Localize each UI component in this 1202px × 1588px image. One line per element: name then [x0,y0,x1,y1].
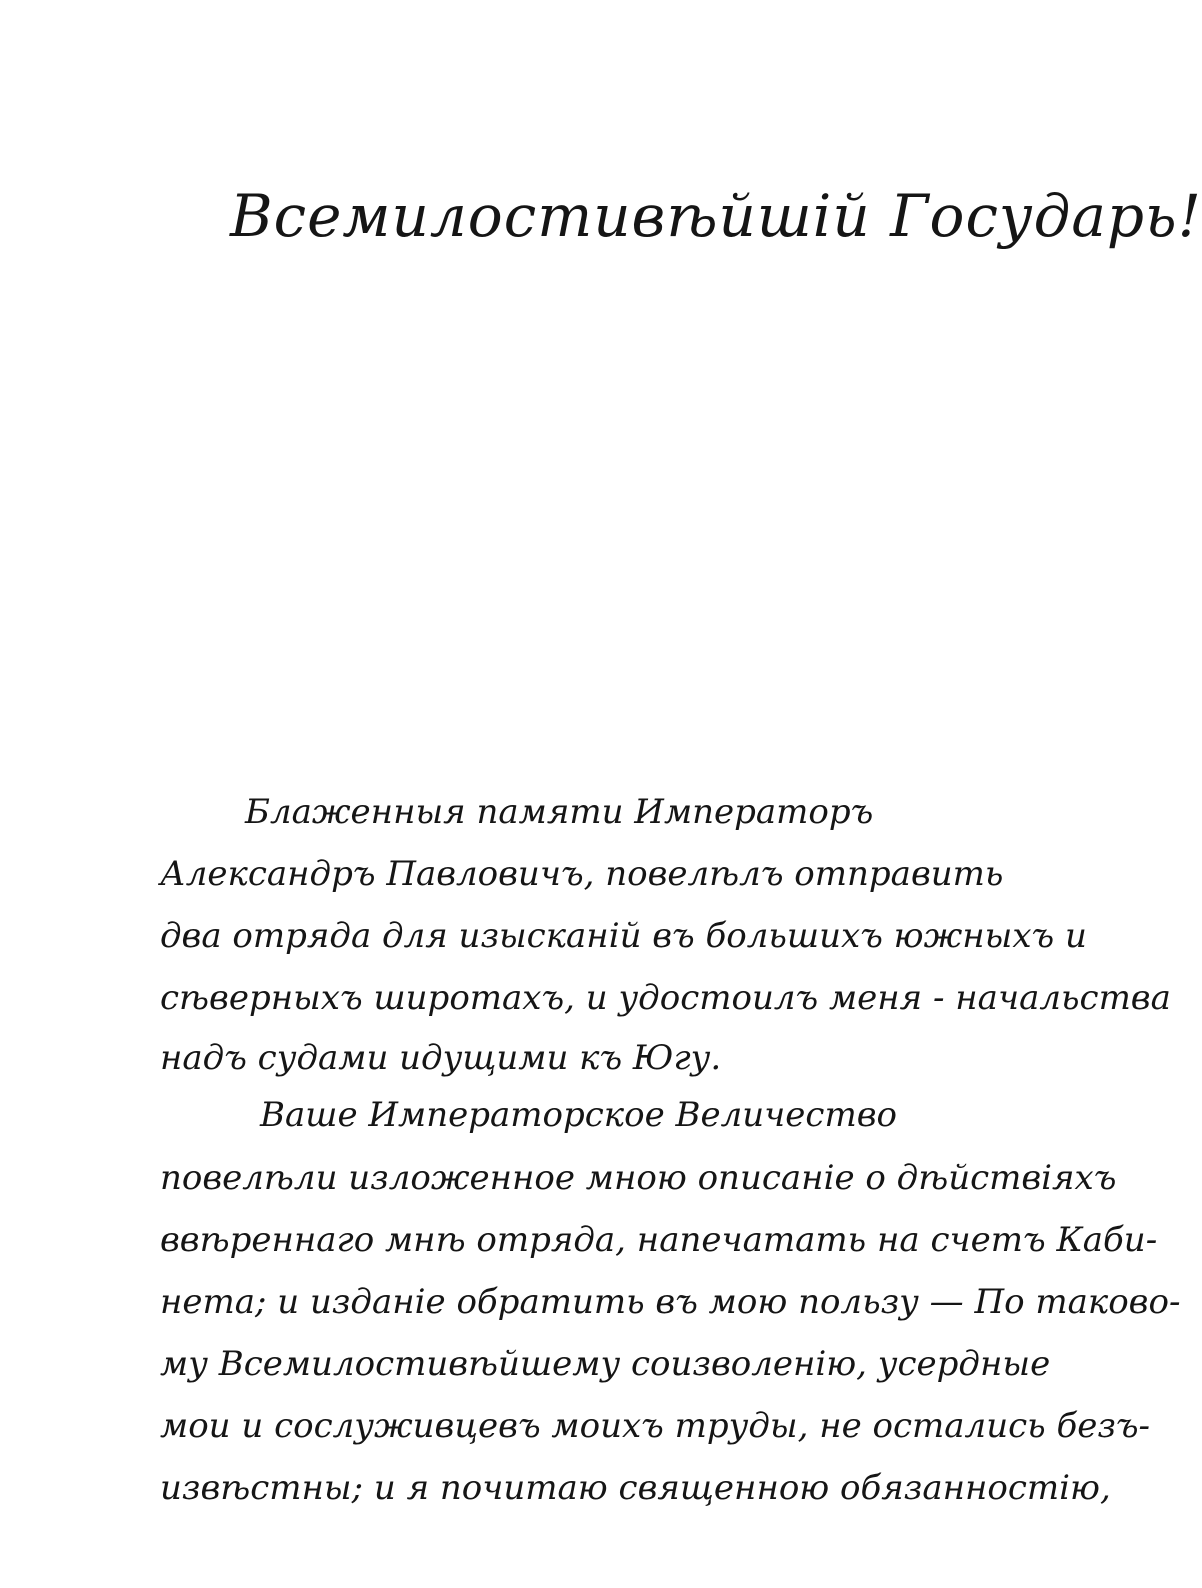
body-line-9: нета; и изданiе обратить въ мою пользу — По таково- [160,1282,1181,1322]
body-line-8: ввѣреннаго мнѣ отряда, напечатать на счетъ Каби- [160,1220,1158,1260]
body-line-10: му Всемилостивѣйшему соизволенiю, усердные [160,1344,1051,1384]
body-line-3: два отряда для изысканiй въ большихъ южныхъ и [160,916,1087,956]
body-line-7: повелѣли изложенное мною описанiе о дѣйствiяхъ [160,1158,1117,1198]
body-line-11: мои и сослуживцевъ моихъ труды, не остались безъ- [160,1406,1151,1446]
body-line-4: сѣверныхъ широтахъ, и удостоилъ меня - начальства [160,978,1171,1018]
body-line-12: извѣстны; и я почитаю священною обязанностiю, [160,1468,1111,1508]
body-line-5: надъ судами идущими къ Югу. [160,1038,722,1078]
body-line-2: Александръ Павловичъ, повелѣлъ отправить [160,854,1004,894]
body-line-6: Ваше Императорское Величество [260,1095,897,1135]
body-line-1: Блаженныя памяти Императоръ [245,792,874,832]
salutation: Всемилостивѣйшiй Государь! [230,182,1202,250]
